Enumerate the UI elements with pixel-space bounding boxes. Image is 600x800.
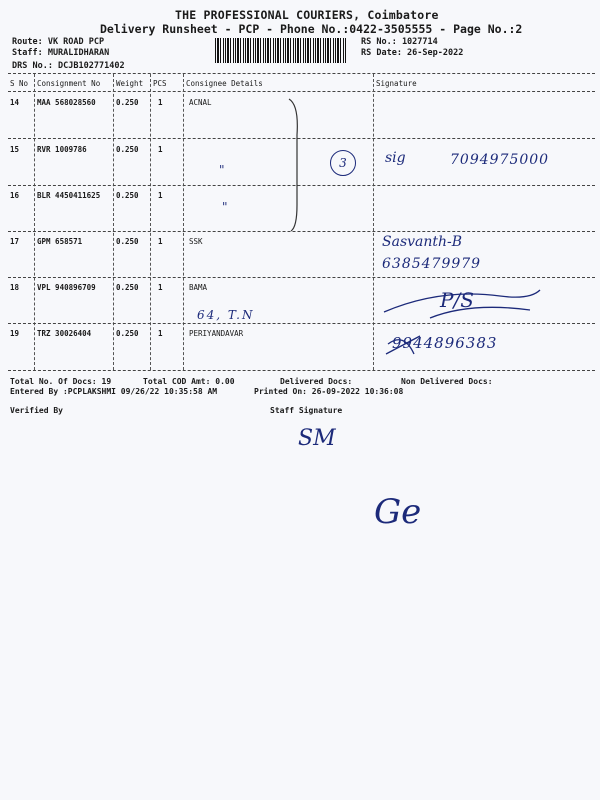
handwritten-signature: sig [385,150,406,166]
handwritten-phone: 9944896383 [392,334,498,352]
staff-signature: SM [298,426,336,451]
row-consignment: MAA 568028560 [37,98,96,107]
row-sno: 18 [10,283,20,292]
row-weight: 0.250 [116,98,139,107]
non-delivered-docs: Non Delivered Docs: [401,377,493,386]
row-sno: 19 [10,329,20,338]
row-sno: 17 [10,237,20,246]
row-consignee: ACNAL [189,98,212,107]
circled-number: 3 [330,150,356,176]
verified-by: Verified By [10,406,63,415]
rs-number: RS No.: 1027714 [361,37,438,47]
brace-mark [285,95,305,235]
row-weight: 0.250 [116,237,139,246]
signature-scribble [380,282,550,322]
row-weight: 0.250 [116,283,139,292]
row-weight: 0.250 [116,191,139,200]
row-pcs: 1 [158,98,163,107]
rs-date: RS Date: 26-Sep-2022 [361,48,464,58]
handwritten-signature: P/S [440,288,474,312]
row-consignee: BAMA [189,283,208,292]
printed-on: Printed On: 26-09-2022 10:36:08 [254,387,404,396]
handwritten-phone: 7094975000 [450,152,550,168]
row-pcs: 1 [158,283,163,292]
row-sno: 14 [10,98,20,107]
col-divider [183,74,184,370]
col-signature: Signature [376,79,417,88]
row-sno: 15 [10,145,20,154]
row-pcs: 1 [158,145,163,154]
ditto-mark: " [222,200,228,214]
col-divider [373,74,374,370]
row-consignment: VPL 940896709 [37,283,96,292]
route-label: Route: VK ROAD PCP [12,37,105,47]
verifier-signature: Ge [374,492,422,532]
row-consignment: GPM 658571 [37,237,83,246]
handwritten-address: 64, T.N [197,308,255,322]
staff-signature-label: Staff Signature [270,406,343,415]
row-pcs: 1 [158,237,163,246]
drs-number: DRS No.: DCJB102771402 [12,61,125,71]
staff-label: Staff: MURALIDHARAN [12,48,110,58]
col-weight: Weight [116,79,144,88]
entered-by: Entered By :PCPLAKSHMI 09/26/22 10:35:58 AM [10,387,218,396]
handwritten-name: Sasvanth-B [382,234,463,250]
row-pcs: 1 [158,329,163,338]
col-consignment: Consignment No [37,79,101,88]
col-consignee: Consignee Details [186,79,263,88]
col-divider [34,74,35,370]
row-sno: 16 [10,191,20,200]
row-consignment: BLR 4450411625 [37,191,101,200]
table-header-rule [8,91,595,92]
row-consignment: RVR 1009786 [37,145,87,154]
row-consignment: TRZ 30026404 [37,329,92,338]
row-consignee: SSK [189,237,203,246]
runsheet-title: Delivery Runsheet - PCP - Phone No.:0422-3505555 - Page No.:2 [100,22,523,36]
signature-scribble [384,330,424,360]
table-top-rule [8,73,595,74]
total-cod: Total COD Amt: 0.00 [143,377,235,386]
barcode [215,38,347,63]
col-divider [113,74,114,370]
total-docs: Total No. Of Docs: 19 [10,377,112,386]
col-sno: S No [10,79,29,88]
table-bottom-rule [8,370,595,371]
delivered-docs: Delivered Docs: [280,377,353,386]
row-consignee: PERIYANDAVAR [189,329,244,338]
handwritten-phone: 6385479979 [382,256,482,272]
row-divider [8,277,595,278]
row-weight: 0.250 [116,329,139,338]
company-title: THE PROFESSIONAL COURIERS, Coimbatore [175,8,439,22]
col-divider [150,74,151,370]
row-pcs: 1 [158,191,163,200]
ditto-mark: " [219,163,225,177]
row-divider [8,323,595,324]
row-weight: 0.250 [116,145,139,154]
col-pcs: PCS [153,79,167,88]
